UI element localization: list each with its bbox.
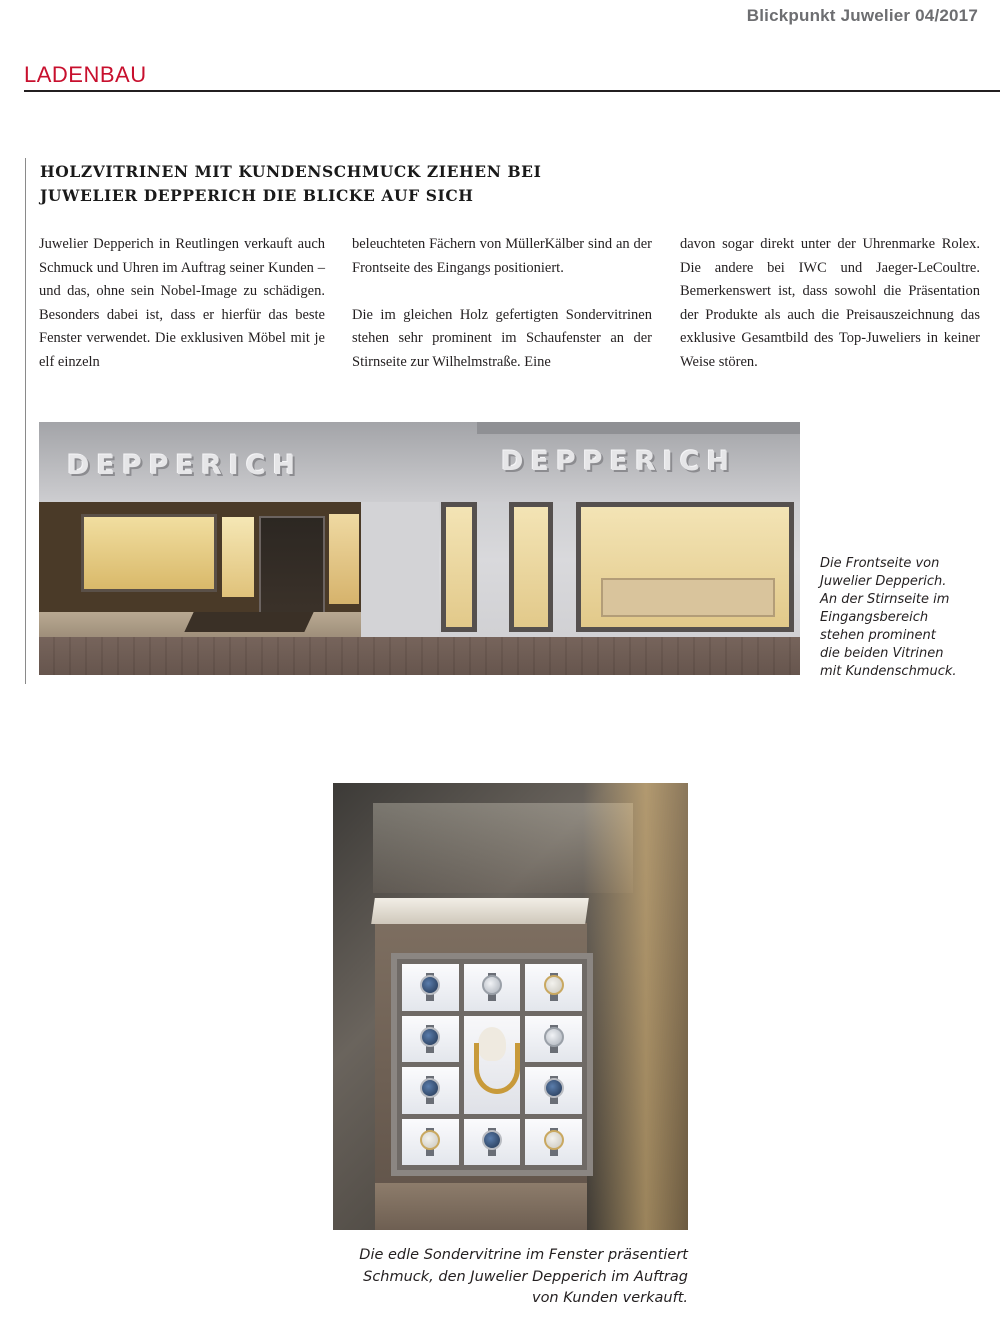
headline-line-2: JUWELIER DEPPERICH DIE BLICKE AUF SICH: [40, 186, 474, 205]
compartment: [525, 1119, 582, 1166]
cabinet-top: [371, 898, 589, 924]
storefront-photo: [39, 422, 800, 675]
headline-line-1: HOLZVITRINEN MIT KUNDENSCHMUCK ZIEHEN BEI: [40, 162, 542, 181]
display-window: [222, 517, 254, 597]
article-column-2: [352, 233, 652, 374]
watch-icon: [544, 1130, 564, 1150]
compartment: [525, 1016, 582, 1063]
compartment: [402, 1016, 459, 1063]
article-column-1: [39, 233, 325, 374]
compartment: [525, 1067, 582, 1114]
wall-section: [361, 502, 439, 652]
caption-line: von Kunden verkauft.: [531, 1290, 688, 1306]
watch-icon: [544, 1027, 564, 1047]
masthead: Blickpunkt Juwelier 04/2017: [746, 6, 978, 25]
caption-line: Eingangsbereich: [820, 610, 929, 625]
display-window: [441, 502, 477, 632]
display-case-photo: [333, 783, 688, 1230]
store-sign: DEPPERICH: [67, 450, 303, 481]
caption-line: Die edle Sondervitrine im Fenster präsentiert: [359, 1247, 688, 1263]
watch-icon: [482, 1130, 502, 1150]
necklace-compartment: [464, 1016, 521, 1114]
door-mat: [184, 612, 313, 632]
caption-line: Die Frontseite von: [820, 556, 940, 571]
photo-caption-2: [300, 1245, 688, 1310]
caption-line: Schmuck, den Juwelier Depperich im Auftrag: [363, 1268, 688, 1285]
caption-line: stehen prominent: [820, 628, 936, 643]
paragraph: Die im gleichen Holz gefertigten Sondervitrinen stehen sehr prominent im Schaufenster an der Stirnseite zur Wilhelmstraße. Eine: [352, 306, 652, 370]
paragraph: beleuchteten Fächern von MüllerKälber sind an der Frontseite des Eingangs positioniert.: [352, 236, 652, 276]
compartment: [402, 964, 459, 1011]
watch-icon: [420, 1078, 440, 1098]
caption-line: An der Stirnseite im: [820, 592, 950, 607]
compartment: [402, 1119, 459, 1166]
caption-line: mit Kundenschmuck.: [820, 664, 957, 679]
watch-icon: [544, 975, 564, 995]
compartment: [464, 964, 521, 1011]
compartment: [402, 1067, 459, 1114]
compartment: [464, 1119, 521, 1166]
article-headline: [40, 160, 640, 208]
caption-line: Juwelier Depperich.: [820, 574, 947, 589]
display-window: [329, 514, 359, 604]
watch-compartments: [391, 953, 593, 1176]
watch-icon: [544, 1078, 564, 1098]
sidewalk: [39, 637, 800, 675]
display-window: [509, 502, 553, 632]
paragraph: davon sogar direkt unter der Uhrenmarke Rolex. Die andere bei IWC und Jaeger-LeCoultre. Bemerkenswert ist, dass sowohl die Präsentation der Produkte als auch die Preisauszeichnung das exklusive Gesamtbild des Top-Juweliers in keiner Weise stören.: [680, 236, 980, 370]
photo-caption-1: [820, 555, 990, 681]
store-sign: DEPPERICH: [501, 446, 737, 477]
caption-line: die beiden Vitrinen: [820, 646, 944, 661]
watch-icon: [482, 975, 502, 995]
article-column-3: [680, 233, 980, 374]
watch-icon: [420, 1130, 440, 1150]
side-rule: [25, 158, 26, 684]
cabinet-base: [375, 1183, 587, 1230]
compartment: [525, 964, 582, 1011]
display-window: [576, 502, 794, 632]
section-label: LADENBAU: [24, 62, 147, 87]
paragraph: Juwelier Depperich in Reutlingen verkauft auch Schmuck und Uhren im Auftrag seiner Kunden – und das, ohne sein Nobel-Image zu schädigen. Besonders dabei ist, dass er hierfür das beste Fenster verwendet. Die exklusiven Möbel mit je elf einzeln: [39, 236, 325, 370]
section-rule: [24, 90, 1000, 92]
display-window: [81, 514, 217, 592]
watch-icon: [420, 975, 440, 995]
window-glare: [583, 783, 688, 1230]
watch-icon: [420, 1027, 440, 1047]
